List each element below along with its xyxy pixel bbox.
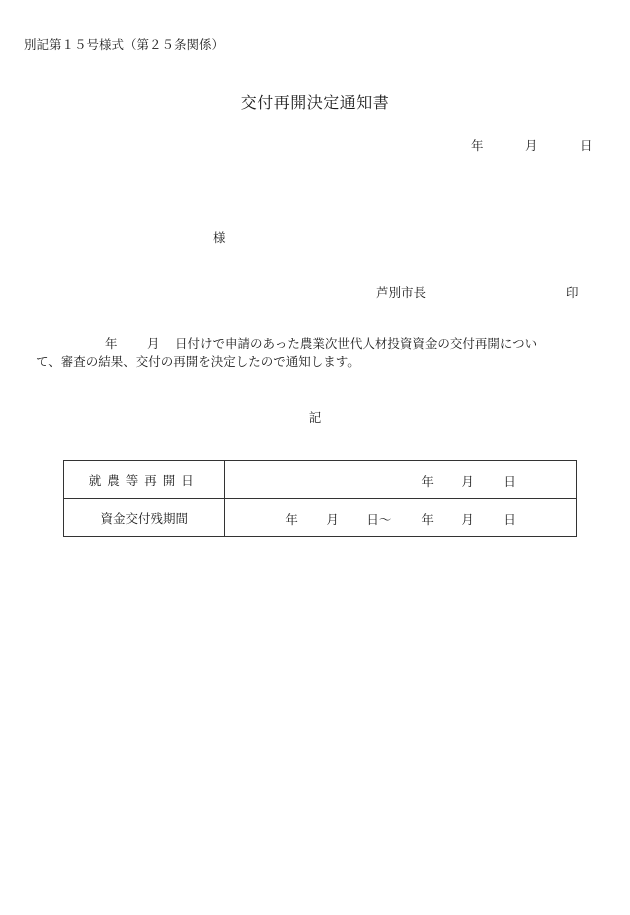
period-to-day: 日 bbox=[503, 512, 516, 527]
header-date-month: 月 bbox=[525, 138, 538, 153]
remaining-period-label-cell bbox=[64, 499, 225, 537]
reentry-date-value-cell bbox=[225, 461, 577, 499]
period-from-day: 日～ bbox=[366, 512, 392, 527]
reentry-month: 月 bbox=[461, 474, 474, 489]
reentry-date-label-cell bbox=[64, 461, 225, 499]
issuer-name: 芦別市長 bbox=[376, 285, 427, 300]
period-from-month: 月 bbox=[326, 512, 339, 527]
reentry-year: 年 bbox=[421, 474, 434, 489]
remaining-period-value-cell bbox=[225, 499, 577, 537]
remaining-period-label: 資金交付残期間 bbox=[100, 510, 188, 526]
body-year: 年 bbox=[105, 336, 118, 351]
table-row bbox=[64, 499, 577, 537]
document-title: 交付再開決定通知書 bbox=[240, 93, 390, 112]
period-from-year: 年 bbox=[285, 512, 298, 527]
ki-heading: 記 bbox=[308, 410, 322, 425]
body-line2-text: て、審査の結果、交付の再開を決定したので通知します。 bbox=[36, 354, 360, 369]
header-date-day: 日 bbox=[580, 138, 593, 153]
table-row bbox=[64, 461, 577, 499]
body-line1-text: 日付けで申請のあった農業次世代人材投資資金の交付再開につい bbox=[175, 336, 538, 351]
seal-mark: 印 bbox=[566, 285, 579, 300]
addressee-suffix: 様 bbox=[213, 230, 226, 245]
header-date-year: 年 bbox=[471, 138, 484, 153]
reentry-day: 日 bbox=[503, 474, 516, 489]
period-to-month: 月 bbox=[461, 512, 474, 527]
details-table bbox=[63, 460, 577, 537]
form-reference: 別記第１５号様式（第２５条関係） bbox=[24, 37, 225, 52]
period-to-year: 年 bbox=[421, 512, 434, 527]
reentry-date-label: 就農等再開日 bbox=[88, 472, 200, 488]
body-month: 月 bbox=[147, 336, 160, 351]
